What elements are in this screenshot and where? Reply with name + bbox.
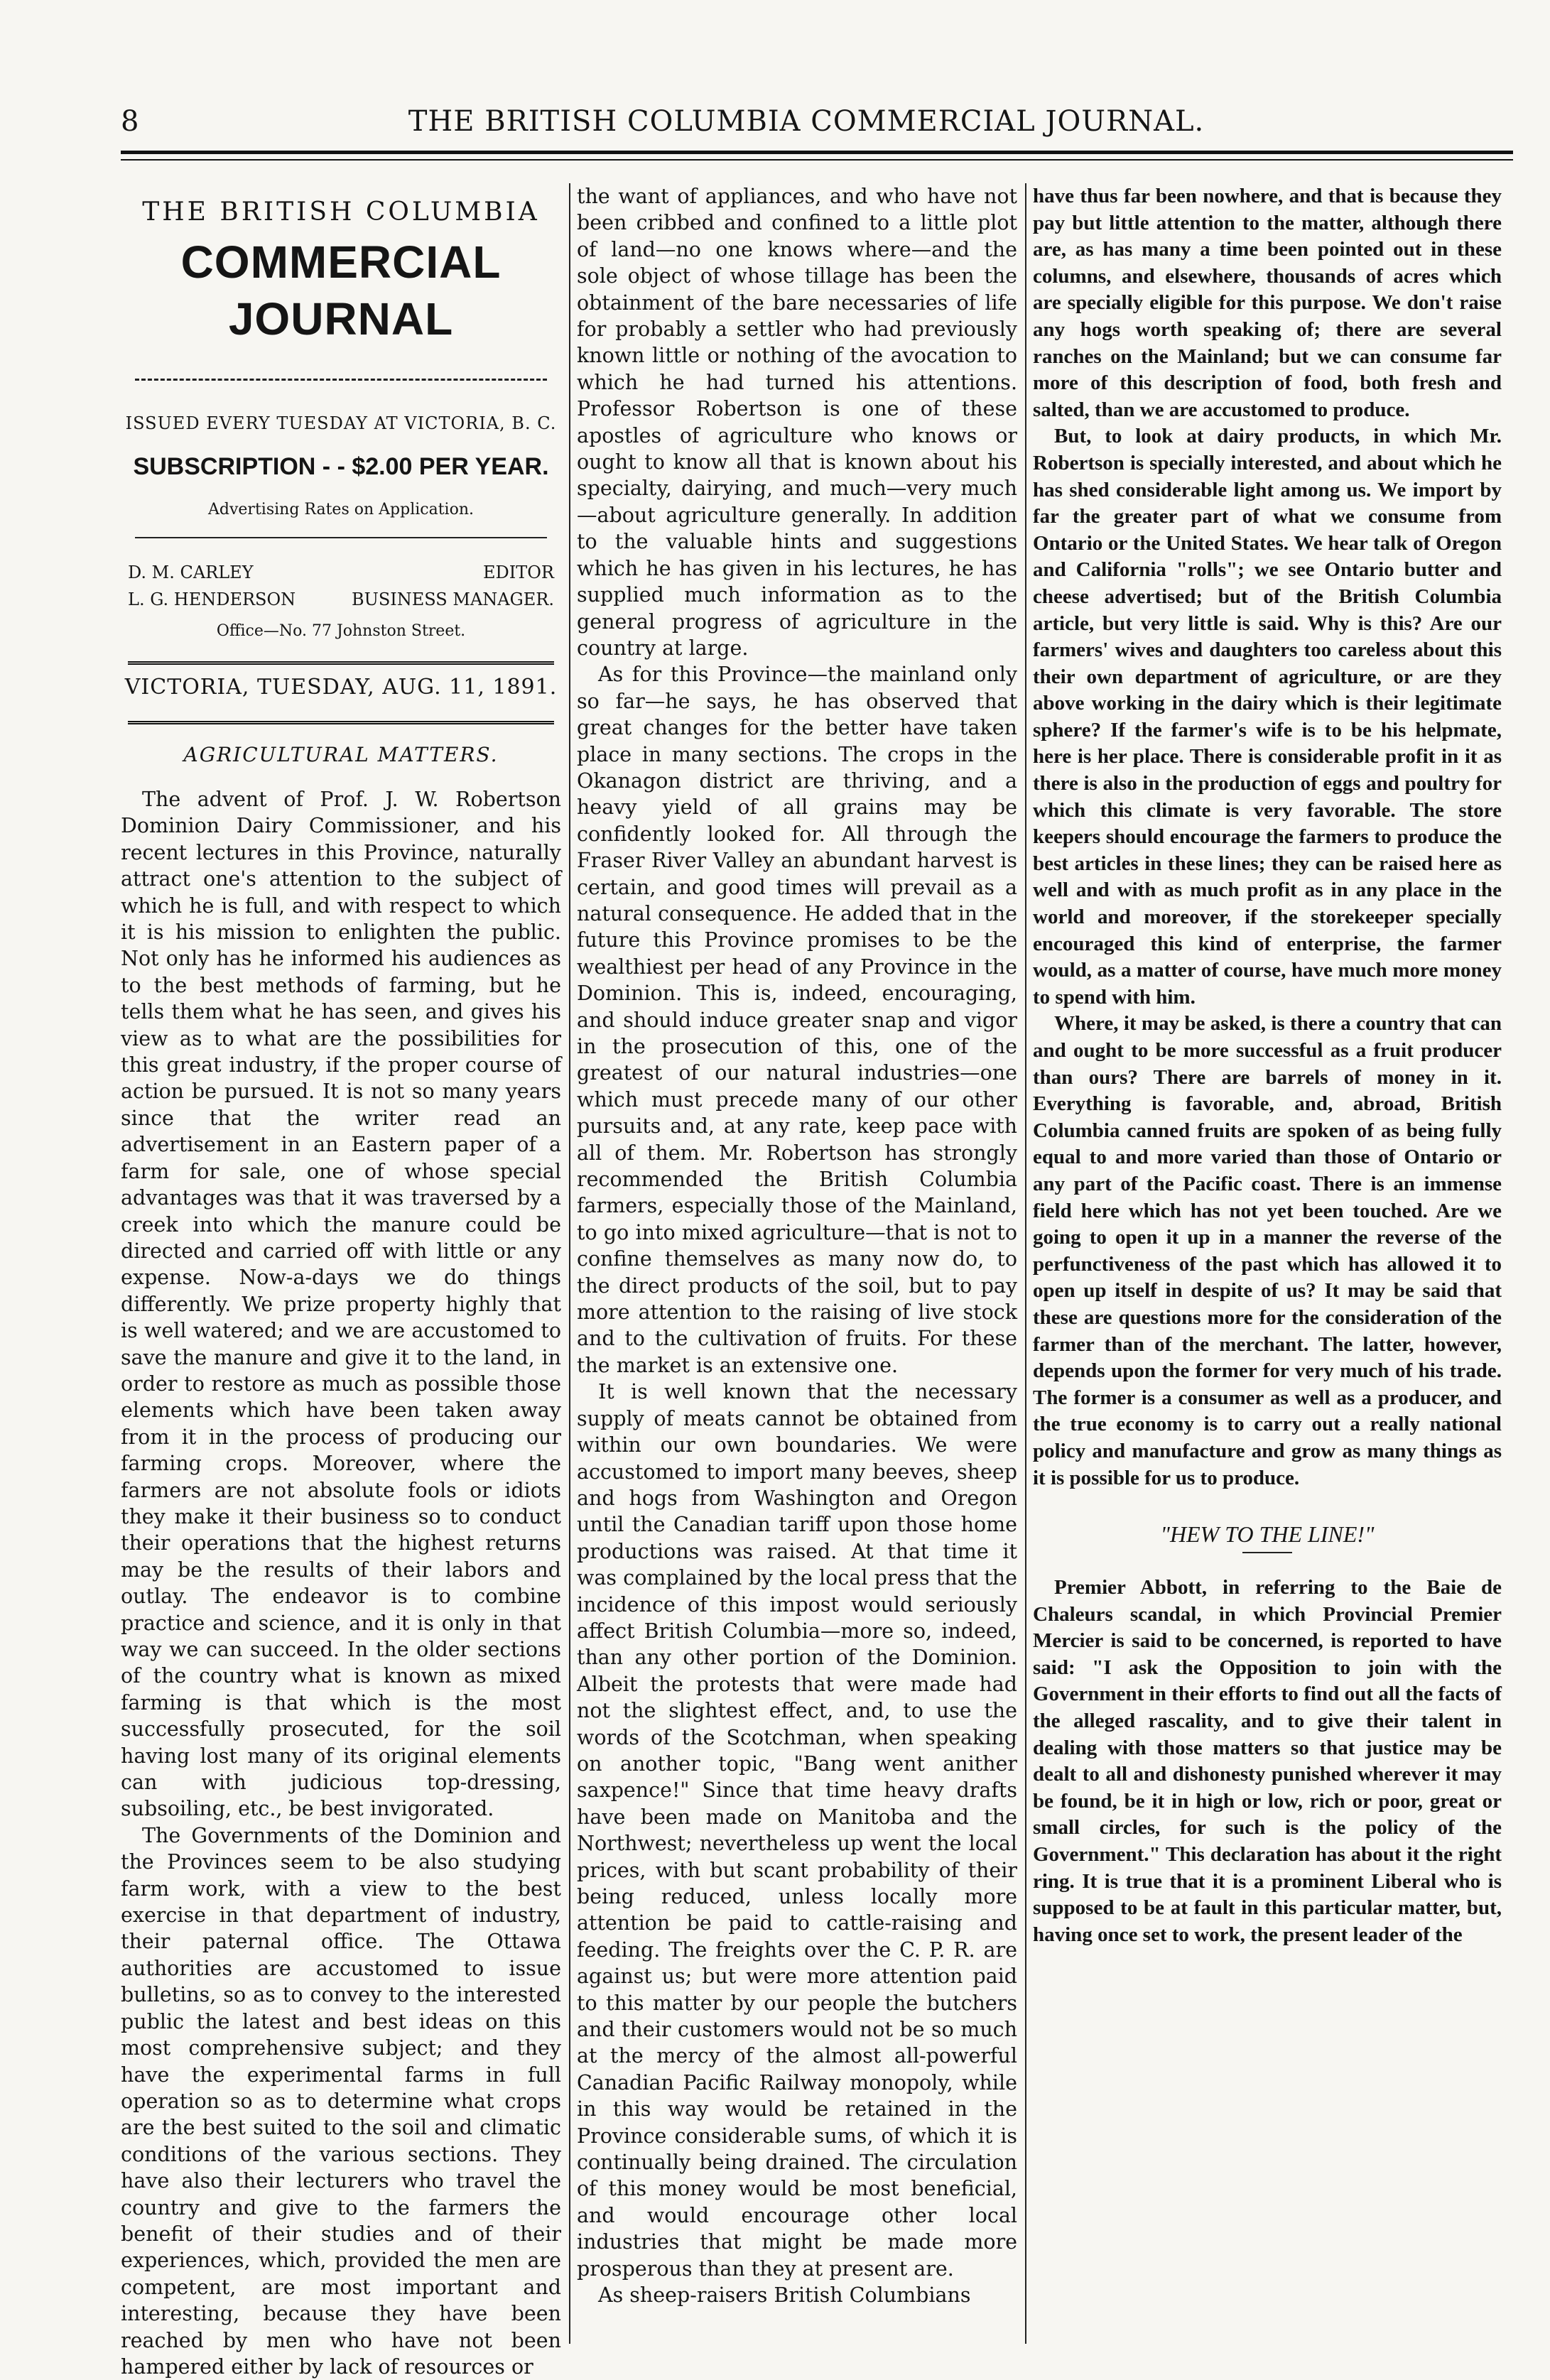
article-paragraph: It is well known that the necessary supply of meats cannot be obtained from within our own boundaries. We were accustomed to import many beeves, sheep and hogs from Washington and Oregon until the Canadian tariff upon those home productions was raised. At that time it was complained by the local press that the incidence of this impost would seriously affect British Columbia—more so, indeed, than any other portion of the Dominion. Albeit the protests that were made had not the slightest effect, and, to use the words of the Scotchman, when speaking on another topic, "Bang went anither saxpence!" Since that time heavy drafts have been made on Manitoba and the Northwest; nevertheless up went the local prices, with but scant probability of their being reduced, unless locally more attention be paid to cattle-raising and feeding. The freights over the C. P. R. are against us; but were more attention paid to this matter by our people the butchers and their customers would not be so much at the mercy of the almost all-powerful Canadian Pacific Railway monopoly, while in this way would be retained in the Province considerable sums, of which it is continually being drained. The circulation of this money would be most beneficial, and would encourage other local industries that might be made more prosperous than they at present are.: [577, 1380, 1017, 2281]
column-2: [577, 183, 1017, 2344]
heading-rule: [1242, 1552, 1292, 1553]
staff-row: [128, 589, 554, 609]
article-heading: "HEW TO THE LINE!": [1160, 1521, 1375, 1548]
dateline: VICTORIA, TUESDAY, AUG. 11, 1891.: [124, 675, 558, 700]
column-rule: [569, 183, 570, 2344]
article-paragraph: The Governments of the Dominion and the Provinces seem to be also studying farm work, with a view to the best exercise in that department of industry, their paternal office. The Ottawa authorities are accustomed to issue bulletins, so as to convey to the interested public the latest and best ideas on this most comprehensive subject; and they have the experimental farms in full operation so as to determine what crops are the best suited to the soil and climatic conditions of the various sections. They have also their lecturers who travel the country and give to the farmers the benefit of their studies and of their experiences, which, provided the men are competent, are most important and interesting, because they have been reached by men who have not been hampered either by lack of resources or: [121, 1823, 561, 2379]
column-rule: [1025, 183, 1026, 2344]
newspaper-page: [99, 85, 1513, 2379]
column-1: [121, 183, 561, 2379]
staff-name: L. G. HENDERSON: [128, 589, 296, 609]
column-3: [1033, 183, 1502, 2344]
article-paragraph: But, to look at dairy products, in which Mr. Robertson is specially interested, and about which he has shed considerable light among us. We import by far the greater part of what we consume from Ontario or the United States. We hear talk of Oregon and California "rolls"; we see Ontario butter and cheese advertised; but of the British Columbia article, but very little is said. Why is this? Are our farmers' wives and daughters too careless about this their own department of agriculture, or are they above working in the dairy which is their legitimate sphere? If the farmer's wife is to be his helpmate, here is her place. There is considerable profit in it as there is also in the production of eggs and poultry for which this climate is very favorable. The store keepers should encourage the farmers to produce the best articles in these lines; they can be raised here as well and with as much profit as in any place in the world and moreover, if the storekeeper specially encouraged this kind of enterprise, the farmer would, as a matter of course, have much more money to spend with him.: [1033, 425, 1502, 1009]
article-paragraph: Where, it may be asked, is there a country that can and ought to be more successful as a fruit producer than ours? There are barrels of money in it. Everything is favorable, and, abroad, British Columbia canned fruits are spoken of as being fully equal to and more varied than those of Ontario or any part of the Pacific coast. There is an immense field here which has not yet been touched. Are we going to open it up in a manner the reverse of the perfunctiveness of the past which has allowed it to open up itself in despite of us? It may be said that these are questions more for the consideration of the farmer than of the merchant. The latter, however, depends upon the former for very much of his trade. The former is a consumer as well as a producer, and the true economy is to carry out a really national policy and manufacture and grow as many things as it is possible for us to produce.: [1033, 1012, 1502, 1489]
staff-role: EDITOR: [483, 563, 554, 582]
running-title: THE BRITISH COLUMBIA COMMERCIAL JOURNAL.: [408, 105, 1205, 138]
masthead-title-top: THE BRITISH COLUMBIA: [142, 197, 540, 227]
page-number: 8: [121, 105, 139, 138]
advertising-note: Advertising Rates on Application.: [208, 501, 474, 518]
dateline-rule: [128, 661, 554, 665]
article-paragraph: the want of appliances, and who have not been cribbed and confined to a little plot of land—no one knows where—and the sole object of whose tillage has been the obtainment of the bare necessaries of life for probably a settler who had previously known little or nothing of the avocation to which he had turned his attentions. Professor Robertson is one of these apostles of agriculture who knows or ought to know all that is known about his specialty, dairying, and much—very much—about agriculture generally. In addition to the valuable hints and suggestions which he has given in his lectures, he has supplied much information as to the general progress of agriculture in the country at large.: [577, 185, 1017, 660]
header-rule: [121, 151, 1513, 154]
staff-name: D. M. CARLEY: [128, 563, 254, 582]
staff-row: [128, 563, 554, 582]
masthead-rule: [135, 379, 547, 381]
dateline-rule: [128, 721, 554, 724]
article-paragraph: Premier Abbott, in referring to the Baie de Chaleurs scandal, in which Provincial Premier Mercier is said to be concerned, is reported to have said: "I ask the Opposition to join with the Government in their efforts to find out all the facts of the alleged rascality, and to give their talent in dealing with those matters so that justice may be dealt to all and dishonesty punished wherever it may be found, be it in high or low, rich or poor, great or small circles, for such is the policy of the Government." This declaration has about it the right ring. It is true that it is a prominent Liberal who is supposed to be at fault in this particular matter, but, having once set to work, the present leader of the: [1033, 1576, 1502, 1946]
subscription-price: SUBSCRIPTION - - $2.00 PER YEAR.: [133, 453, 549, 480]
masthead-rule: [135, 537, 547, 538]
running-head: [99, 105, 1513, 155]
article-paragraph: As for this Province—the mainland only so far—he says, he has observed that great changes for the better have taken place in many sections. The crops in the Okanagon district are thriving, and a heavy yield of all grains may be confidently looked for. All through the Fraser River Valley an abundant harvest is certain, and good times will prevail as a natural consequence. He added that in the future this Province promises to be the wealthiest per head of any Province in the Dominion. This is, indeed, encouraging, and should induce greater snap and vigor in the prosecution of this, one of the greatest of our natural industries—one which must precede many of our other pursuits and, at any rate, keep pace with all of them. Mr. Robertson has strongly recommended the British Columbia farmers, especially those of the Mainland, to go into mixed agriculture—that is not to confine themselves as many now do, to the direct products of the soil, but to pay more attention to the raising of live stock and to the cultivation of fruits. For these the market is an extensive one.: [577, 663, 1017, 1377]
office-address: Office—No. 77 Johnston Street.: [216, 622, 466, 640]
masthead-title-main: COMMERCIAL JOURNAL: [180, 237, 502, 344]
staff-list: [128, 563, 554, 609]
staff-role: BUSINESS MANAGER.: [351, 589, 554, 609]
article-paragraph: have thus far been nowhere, and that is because they pay but little attention to the matter, although there are, as has many a time been pointed out in these columns, and elsewhere, thousands of acres which are specially eligible for this purpose. We don't raise any hogs worth speaking of; there are several ranches on the Mainland; but we can consume far more of this description of food, both fresh and salted, than we are accustomed to produce.: [1033, 185, 1502, 421]
article-paragraph: The advent of Prof. J. W. Robertson Dominion Dairy Commissioner, and his recent lectures in this Province, naturally attract one's attention to the subject of which he is full, and with respect to which it is his mission to enlighten the public. Not only has he informed his audiences as to the best methods of farming, but he tells them what he has seen, and gives his view as to what are the possibilities for this great industry, if the proper course of action be pursued. It is not so many years since that the writer read an advertisement in an Eastern paper of a farm for sale, one of whose special advantages was that it was traversed by a creek into which the manure could be directed and carried off with little or any expense. Now-a-days we do things differently. We prize property highly that is well watered; and we are accustomed to save the manure and give it to the land, in order to restore as much as possible those elements which have been taken away from it in the process of producing our farming crops. Moreover, where the farmers are not absolute fools or idiots they make it their business so to conduct their operations that the highest returns may be the results of their labors and outlay. The endeavor is to combine practice and science, and it is only in that way we can succeed. In the older sections of the country what is known as mixed farming is that which is the most successfully prosecuted, for the soil having lost many of its original elements can with judicious top-dressing, subsoiling, etc., be best invigorated.: [121, 788, 561, 1821]
issued-line: ISSUED EVERY TUESDAY AT VICTORIA, B. C.: [125, 413, 557, 433]
header-rule-thin: [121, 159, 1513, 161]
article-heading: AGRICULTURAL MATTERS.: [183, 743, 499, 766]
article-paragraph: As sheep-raisers British Columbians: [598, 2283, 971, 2308]
